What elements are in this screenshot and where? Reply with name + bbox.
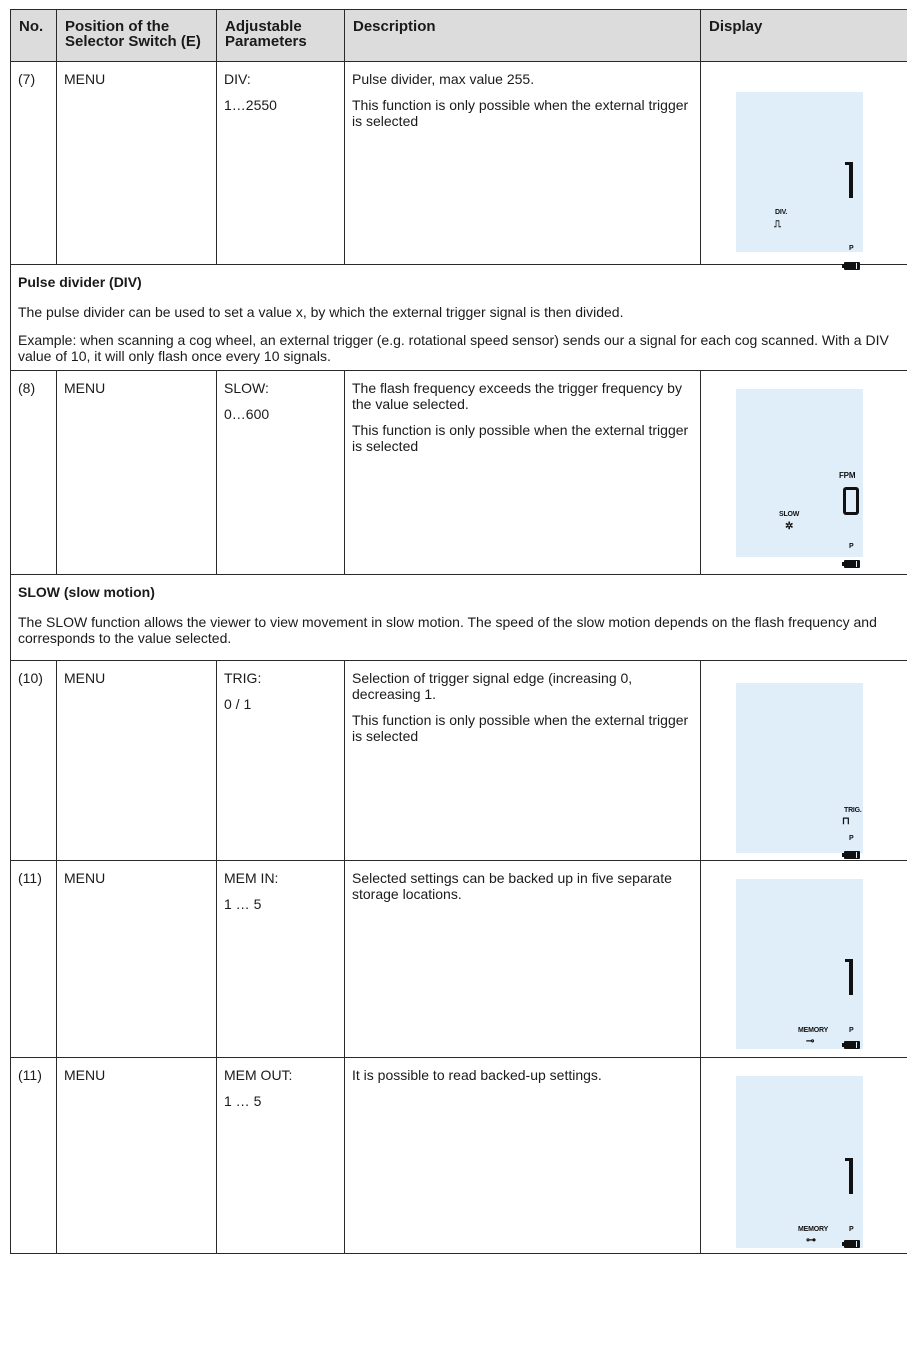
row-display — [701, 371, 907, 575]
row-params — [217, 861, 345, 1058]
lcd-label-div: DIV. — [775, 209, 788, 216]
lcd-display — [736, 1076, 863, 1248]
param-range: 0…600 — [224, 406, 270, 422]
row-position: MENU — [57, 1058, 217, 1254]
param-name: SLOW: — [224, 380, 269, 396]
description-text: This function is only possible when the external trigger is selected — [352, 422, 689, 454]
row-no: (7) — [11, 62, 57, 265]
lcd-p-label: P — [849, 1226, 854, 1233]
battery-icon — [844, 262, 860, 270]
battery-icon — [844, 1240, 860, 1248]
note-paragraph: The pulse divider can be used to set a value x, by which the external trigger signal is then divided. — [18, 304, 624, 320]
description-text: This function is only possible when the external trigger is selected — [352, 97, 689, 129]
lcd-display — [736, 879, 863, 1049]
header-no: No. — [11, 10, 57, 62]
note-row — [11, 575, 907, 661]
lcd-display — [736, 389, 863, 557]
row-params — [217, 661, 345, 861]
row-params — [217, 62, 345, 265]
description-text: Selection of trigger signal edge (increasing 0, decreasing 1. — [352, 670, 633, 702]
row-params — [217, 1058, 345, 1254]
row-description — [345, 861, 701, 1058]
pulse-divider-icon: ⎍ — [774, 219, 781, 230]
lcd-unit-fpm: FPM — [839, 471, 856, 480]
row-description — [345, 62, 701, 265]
table-row — [11, 661, 907, 861]
lcd-label-memory: MEMORY — [798, 1027, 829, 1034]
header-display: Display — [701, 10, 907, 62]
param-name: DIV: — [224, 71, 251, 87]
row-description — [345, 1058, 701, 1254]
row-display — [701, 62, 907, 265]
note-paragraph: The SLOW function allows the viewer to view movement in slow motion. The speed of the slow motion depends on the flash frequency and corresponds to the value selected. — [18, 614, 877, 646]
row-no: (10) — [11, 661, 57, 861]
table-row — [11, 62, 907, 265]
trigger-edge-icon: ⊓ — [842, 816, 850, 827]
lcd-display — [736, 683, 863, 853]
battery-icon — [844, 560, 860, 568]
row-description — [345, 371, 701, 575]
memory-out-icon: ⊶ — [806, 1235, 816, 1246]
note-row — [11, 265, 907, 371]
param-name: MEM OUT: — [224, 1067, 293, 1083]
parameter-table — [10, 9, 907, 1254]
row-display — [701, 661, 907, 861]
lcd-p-label: P — [849, 835, 854, 842]
table-row — [11, 371, 907, 575]
param-name: TRIG: — [224, 670, 262, 686]
lcd-digit — [849, 1158, 853, 1194]
description-text: It is possible to read backed-up settings. — [352, 1067, 602, 1083]
description-text: This function is only possible when the external trigger is selected — [352, 712, 689, 744]
row-no: (11) — [11, 861, 57, 1058]
row-no: (11) — [11, 1058, 57, 1254]
header-params: Adjustable Parameters — [217, 10, 345, 62]
header-position: Position of the Selector Switch (E) — [57, 10, 217, 62]
note-paragraph: Example: when scanning a cog wheel, an external trigger (e.g. rotational speed sensor) sends our a signal for each cog scanned. With a DIV value of 10, it will only flash once every 10 signals. — [18, 332, 889, 364]
table-header-row — [11, 10, 907, 62]
lcd-label-memory: MEMORY — [798, 1226, 829, 1233]
note-title: Pulse divider (DIV) — [18, 274, 142, 290]
slow-motion-icon: ✲ — [785, 521, 794, 532]
lcd-label-slow: SLOW — [779, 511, 800, 518]
memory-in-icon: ⊸ — [806, 1036, 815, 1047]
param-range: 1 … 5 — [224, 1093, 262, 1109]
description-text: Pulse divider, max value 255. — [352, 71, 535, 87]
lcd-label-trig: TRIG. — [844, 807, 862, 814]
note-slow — [11, 575, 907, 661]
row-position: MENU — [57, 371, 217, 575]
row-description — [345, 661, 701, 861]
note-div — [11, 265, 907, 371]
lcd-digit — [849, 959, 853, 995]
row-no: (8) — [11, 371, 57, 575]
table-row — [11, 861, 907, 1058]
row-position: MENU — [57, 661, 217, 861]
row-position: MENU — [57, 861, 217, 1058]
row-params — [217, 371, 345, 575]
header-description: Description — [345, 10, 701, 62]
param-name: MEM IN: — [224, 870, 279, 886]
row-display — [701, 1058, 907, 1254]
lcd-digit — [843, 487, 859, 515]
lcd-p-label: P — [849, 543, 854, 550]
lcd-digit — [849, 162, 853, 198]
param-range: 0 / 1 — [224, 696, 252, 712]
table-row — [11, 1058, 907, 1254]
battery-icon — [844, 851, 860, 859]
row-display — [701, 861, 907, 1058]
note-title: SLOW (slow motion) — [18, 584, 155, 600]
row-position: MENU — [57, 62, 217, 265]
description-text: The flash frequency exceeds the trigger frequency by the value selected. — [352, 380, 682, 412]
param-range: 1…2550 — [224, 97, 277, 113]
description-text: Selected settings can be backed up in five separate storage locations. — [352, 870, 672, 902]
param-range: 1 … 5 — [224, 896, 262, 912]
lcd-display — [736, 92, 863, 252]
lcd-p-label: P — [849, 245, 854, 252]
battery-icon — [844, 1041, 860, 1049]
lcd-p-label: P — [849, 1027, 854, 1034]
